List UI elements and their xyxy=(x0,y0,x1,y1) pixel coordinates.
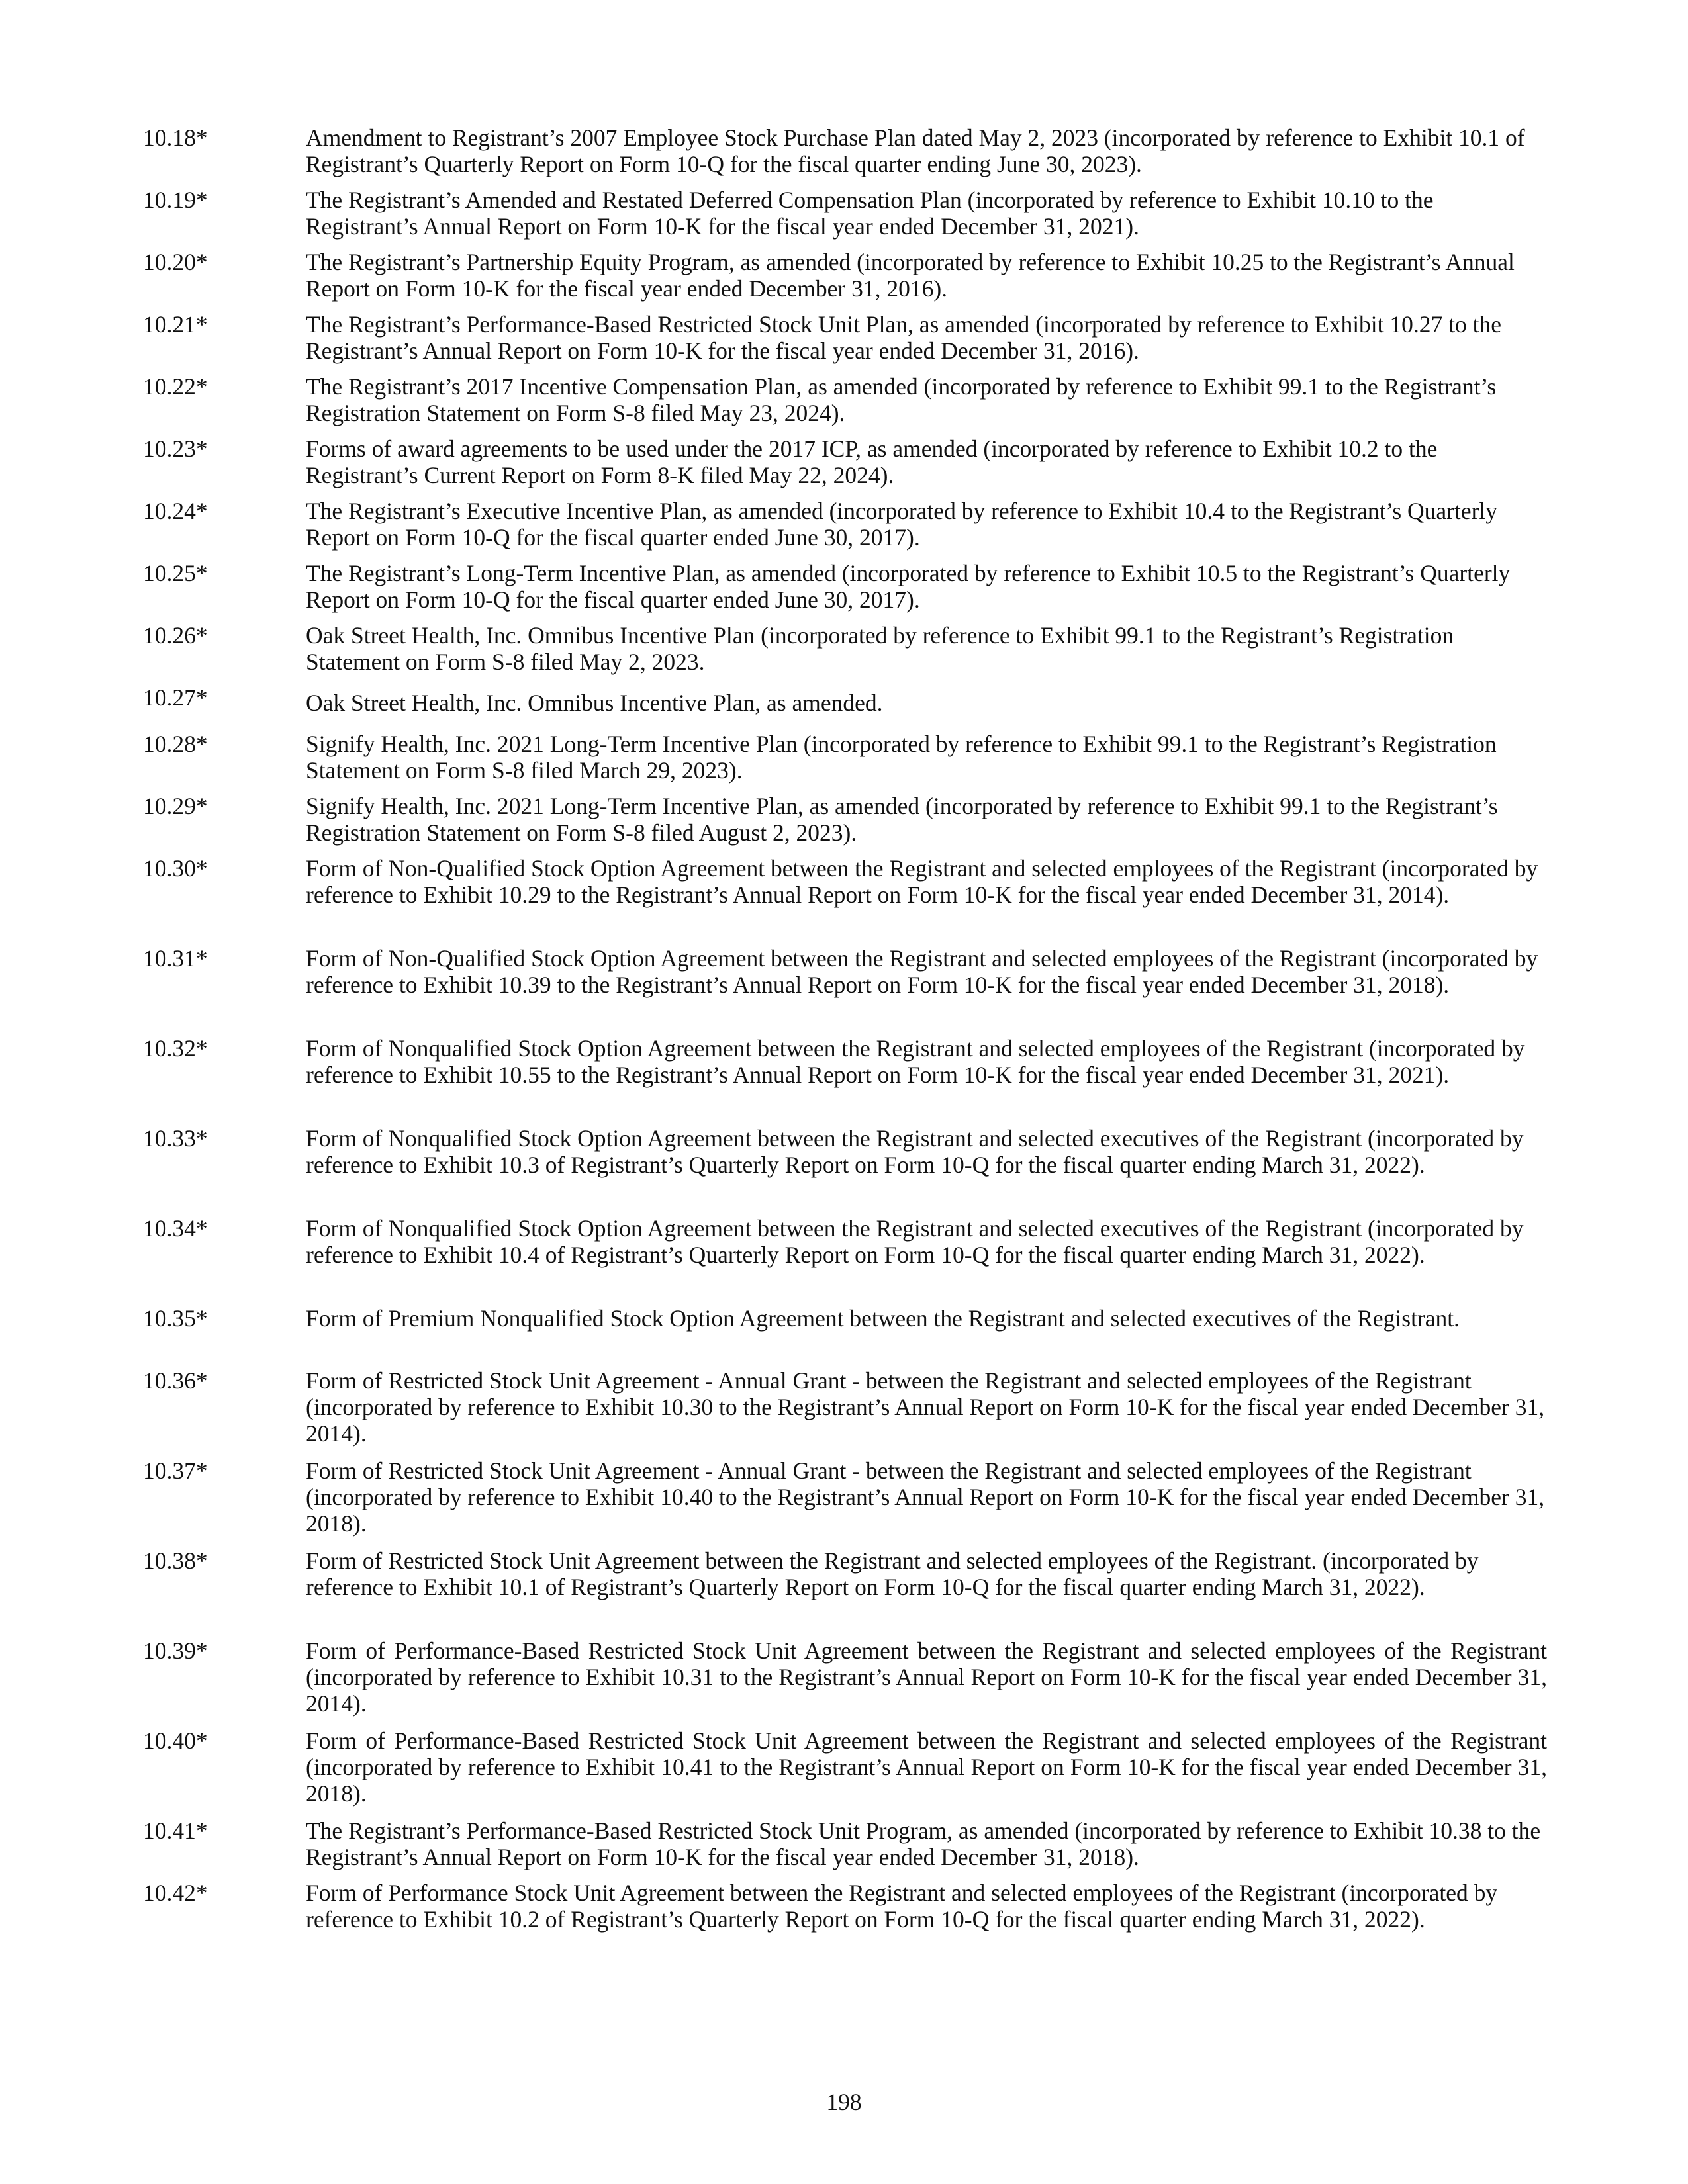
exhibit-number: 10.21* xyxy=(143,311,208,338)
exhibit-description: Form of Non-Qualified Stock Option Agreement between the Registrant and selected employees of the Registrant (incorporated by reference to Exhibit 10.29 to the Registrant’s Annual Report on Form 10-K for the fiscal year ended December 31, 2014). xyxy=(306,855,1538,908)
exhibit-number: 10.40* xyxy=(143,1727,208,1754)
exhibit-description: Form of Performance-Based Restricted Stock Unit Agreement between the Registrant and selected employees of the Registrant (incorporated by reference to Exhibit 10.41 to the Registrant’s Annual Report on Form 10-K for the fiscal year ended December 31, 2018). xyxy=(306,1727,1547,1807)
exhibit-number: 10.19* xyxy=(143,187,208,213)
exhibit-number: 10.29* xyxy=(143,793,208,819)
exhibit-description: Amendment to Registrant’s 2007 Employee Stock Purchase Plan dated May 2, 2023 (incorporated by reference to Exhibit 10.1 of Registrant’s Quarterly Report on Form 10-Q for the fiscal quarter ending June 30, 2023). xyxy=(306,124,1525,177)
exhibit-description: Oak Street Health, Inc. Omnibus Incentive Plan, as amended. xyxy=(306,690,883,716)
exhibit-number: 10.23* xyxy=(143,435,208,462)
exhibit-description: Signify Health, Inc. 2021 Long-Term Incentive Plan, as amended (incorporated by reference to Exhibit 99.1 to the Registrant’s Registration Statement on Form S-8 filed August 2, 2023). xyxy=(306,793,1498,846)
exhibit-number: 10.28* xyxy=(143,731,208,757)
exhibit-description: The Registrant’s Long-Term Incentive Plan, as amended (incorporated by reference to Exhibit 10.5 to the Registrant’s Quarterly Report on Form 10-Q for the fiscal quarter ended June 30, 2017). xyxy=(306,560,1511,613)
exhibit-description: Form of Nonqualified Stock Option Agreement between the Registrant and selected employees of the Registrant (incorporated by reference to Exhibit 10.55 to the Registrant’s Annual Report on Form 10-K for the fiscal year ended December 31, 2021). xyxy=(306,1035,1525,1088)
exhibit-description: The Registrant’s Executive Incentive Plan, as amended (incorporated by reference to Exhibit 10.4 to the Registrant’s Quarterly Report on Form 10-Q for the fiscal quarter ended June 30, 2017). xyxy=(306,498,1498,551)
exhibit-description: Signify Health, Inc. 2021 Long-Term Incentive Plan (incorporated by reference to Exhibit 99.1 to the Registrant’s Registration Statement on Form S-8 filed March 29, 2023). xyxy=(306,731,1497,784)
exhibit-number: 10.36* xyxy=(143,1367,208,1394)
exhibit-number: 10.25* xyxy=(143,560,208,586)
exhibit-number: 10.42* xyxy=(143,1880,208,1906)
exhibit-number: 10.24* xyxy=(143,498,208,524)
page-number: 198 xyxy=(826,2089,862,2115)
exhibit-description: Form of Restricted Stock Unit Agreement - Annual Grant - between the Registrant and selected employees of the Registrant (incorporated by reference to Exhibit 10.40 to the Registrant’s Annual Report on Form 10-K for the fiscal year ended December 31, 2018). xyxy=(306,1457,1545,1537)
exhibit-number: 10.31* xyxy=(143,945,208,972)
exhibit-number: 10.18* xyxy=(143,124,208,151)
exhibit-description: Form of Performance Stock Unit Agreement between the Registrant and selected employees of the Registrant (incorporated by reference to Exhibit 10.2 of Registrant’s Quarterly Report on Form 10-Q for the fiscal quarter ending March 31, 2022). xyxy=(306,1880,1498,1933)
exhibit-description: Form of Non-Qualified Stock Option Agreement between the Registrant and selected employees of the Registrant (incorporated by reference to Exhibit 10.39 to the Registrant’s Annual Report on Form 10-K for the fiscal year ended December 31, 2018). xyxy=(306,945,1538,998)
exhibit-description: The Registrant’s Performance-Based Restricted Stock Unit Program, as amended (incorporated by reference to Exhibit 10.38 to the Registrant’s Annual Report on Form 10-K for the fiscal year ended December 31, 2018). xyxy=(306,1817,1541,1870)
exhibit-description: Form of Restricted Stock Unit Agreement - Annual Grant - between the Registrant and selected employees of the Registrant (incorporated by reference to Exhibit 10.30 to the Registrant’s Annual Report on Form 10-K for the fiscal year ended December 31, 2014). xyxy=(306,1367,1545,1447)
exhibit-number: 10.33* xyxy=(143,1125,208,1152)
exhibit-description: The Registrant’s Amended and Restated Deferred Compensation Plan (incorporated by reference to Exhibit 10.10 to the Registrant’s Annual Report on Form 10-K for the fiscal year ended December 31, 2021). xyxy=(306,187,1434,240)
exhibit-description: Form of Performance-Based Restricted Stock Unit Agreement between the Registrant and selected employees of the Registrant (incorporated by reference to Exhibit 10.31 to the Registrant’s Annual Report on Form 10-K for the fiscal year ended December 31, 2014). xyxy=(306,1637,1547,1717)
exhibit-number: 10.41* xyxy=(143,1817,208,1844)
exhibit-description: Form of Nonqualified Stock Option Agreement between the Registrant and selected executives of the Registrant (incorporated by reference to Exhibit 10.4 of Registrant’s Quarterly Report on Form 10-Q for the fiscal quarter ending March 31, 2022). xyxy=(306,1215,1524,1268)
exhibit-description: Form of Nonqualified Stock Option Agreement between the Registrant and selected executives of the Registrant (incorporated by reference to Exhibit 10.3 of Registrant’s Quarterly Report on Form 10-Q for the fiscal quarter ending March 31, 2022). xyxy=(306,1125,1524,1178)
exhibit-description: The Registrant’s 2017 Incentive Compensation Plan, as amended (incorporated by reference to Exhibit 99.1 to the Registrant’s Registration Statement on Form S-8 filed May 23, 2024). xyxy=(306,373,1497,426)
exhibit-description: Form of Restricted Stock Unit Agreement between the Registrant and selected employees of the Registrant. (incorporated by reference to Exhibit 10.1 of Registrant’s Quarterly Report on Form 10-Q for the fiscal quarter ending March 31, 2022). xyxy=(306,1547,1479,1600)
exhibit-number: 10.34* xyxy=(143,1215,208,1242)
exhibit-number: 10.30* xyxy=(143,855,208,882)
exhibit-number: 10.32* xyxy=(143,1035,208,1062)
exhibit-description: The Registrant’s Performance-Based Restricted Stock Unit Plan, as amended (incorporated by reference to Exhibit 10.27 to the Registrant’s Annual Report on Form 10-K for the fiscal year ended December 31, 2016). xyxy=(306,311,1502,364)
exhibit-number: 10.35* xyxy=(143,1305,208,1332)
exhibit-number: 10.37* xyxy=(143,1457,208,1484)
exhibit-number: 10.38* xyxy=(143,1547,208,1574)
exhibit-description: The Registrant’s Partnership Equity Program, as amended (incorporated by reference to Exhibit 10.25 to the Registrant’s Annual Report on Form 10-K for the fiscal year ended December 31, 2016). xyxy=(306,249,1515,302)
exhibit-number: 10.20* xyxy=(143,249,208,275)
exhibit-number: 10.26* xyxy=(143,622,208,649)
exhibit-description: Oak Street Health, Inc. Omnibus Incentive Plan (incorporated by reference to Exhibit 99.1 to the Registrant’s Registration Statement on Form S-8 filed May 2, 2023. xyxy=(306,622,1454,675)
exhibit-number: 10.22* xyxy=(143,373,208,400)
exhibit-number: 10.27* xyxy=(143,684,208,711)
exhibit-description: Forms of award agreements to be used under the 2017 ICP, as amended (incorporated by reference to Exhibit 10.2 to the Registrant’s Current Report on Form 8-K filed May 22, 2024). xyxy=(306,435,1438,488)
exhibit-number: 10.39* xyxy=(143,1637,208,1664)
exhibit-description: Form of Premium Nonqualified Stock Option Agreement between the Registrant and selected executives of the Registrant. xyxy=(306,1305,1460,1332)
